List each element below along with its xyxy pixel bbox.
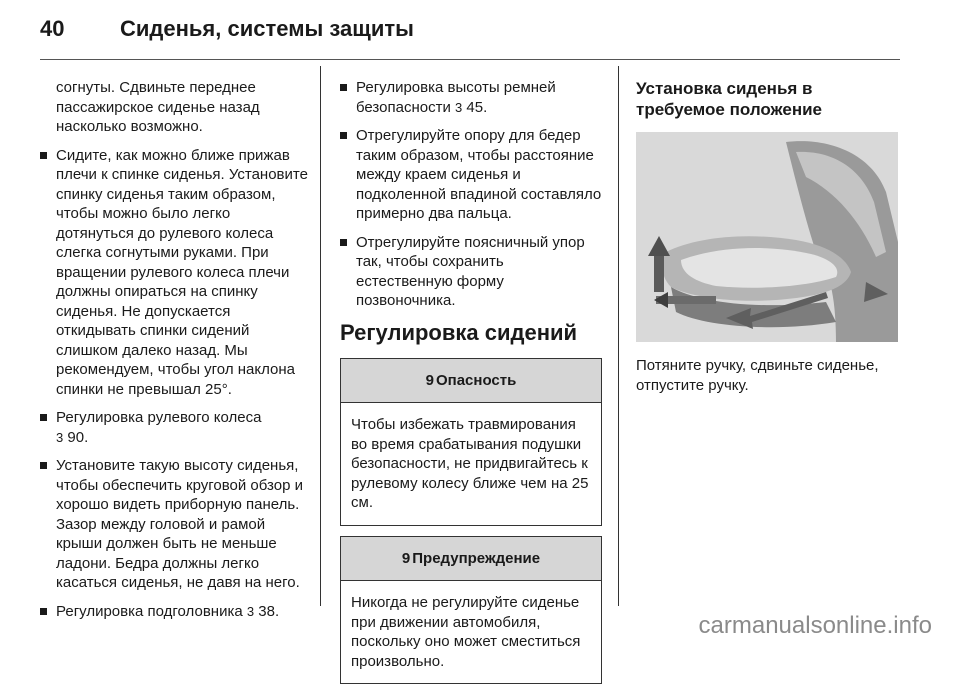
warning-triangle-icon: 9	[401, 549, 411, 567]
bullet-icon	[340, 132, 347, 139]
list-item-text: Регулировка рулевого колеса	[56, 409, 262, 426]
bullet-icon	[40, 462, 47, 469]
page-reference-link[interactable]: 45.	[466, 98, 488, 116]
danger-title: Опасность	[435, 371, 517, 389]
warning-box	[340, 536, 602, 685]
list-item	[40, 408, 308, 447]
list-item-text: Установите такую высоту сиденья, чтобы обеспечить круговой обзор и хорошо видеть приборную панель. Зазор между головой и рамой крыши должен быть не меньше ладони. Бедра должны легко касаться сиденья, не давя на него.	[56, 457, 303, 591]
warning-title: Предупреждение	[412, 549, 541, 567]
page-title: Сиденья, системы защиты	[120, 16, 414, 41]
warning-body: Никогда не регулируйте сиденье при движении автомобиля, поскольку оно может сместиться произвольно.	[351, 594, 581, 670]
column-middle	[340, 78, 602, 694]
bullet-list	[340, 78, 602, 311]
list-item-text: Сидите, как можно ближе прижав плечи к спинке сиденья. Установите спинку сиденья таким образом, чтобы можно было легко дотянуться до рулевого колеса слегка согнутыми руками. При вращении рулевого колеса плечи должны опираться на спинку сиденья. Не допускается откидывать спинки сидений слишком далеко назад. Мы рекомендуем, чтобы угол наклона спинки не превышал 25°.	[56, 146, 308, 398]
page-reference-link[interactable]: 90.	[67, 428, 89, 446]
list-item-text: Отрегулируйте опору для бедер таким образом, чтобы расстояние между краем сиденья и подколенной впадиной составляло примерно два пальца.	[356, 127, 602, 222]
watermark: carmanualsonline.info	[698, 612, 932, 639]
bullet-icon	[40, 152, 47, 159]
list-item-text: Регулировка подголовника	[56, 602, 243, 620]
list-item	[340, 126, 602, 224]
column-divider	[320, 66, 321, 606]
page-header	[0, 0, 960, 60]
list-item-text: Регулировка высоты ремней безопасности	[356, 79, 556, 116]
column-left	[40, 78, 308, 630]
list-item	[340, 78, 602, 117]
section-heading: Регулировка сидений	[340, 319, 578, 345]
header-divider	[40, 59, 900, 60]
cross-reference-arrow-icon: 3	[455, 99, 463, 115]
danger-box	[340, 358, 602, 526]
seat-adjustment-illustration	[636, 132, 898, 342]
cross-reference-arrow-icon: 3	[246, 603, 255, 619]
page-number: 40	[40, 16, 65, 41]
bullet-icon	[340, 84, 347, 91]
list-item	[40, 146, 308, 400]
column-right	[636, 78, 906, 404]
cross-reference-arrow-icon: 3	[56, 429, 64, 445]
column-divider	[618, 66, 619, 606]
danger-box-header	[341, 359, 601, 404]
list-item	[40, 602, 308, 622]
list-item-text: Отрегулируйте поясничный упор так, чтобы сохранить естественную форму позвоночника.	[356, 233, 585, 309]
list-item	[40, 456, 308, 593]
bullet-icon	[340, 239, 347, 246]
warning-box-header	[341, 537, 601, 582]
bullet-icon	[40, 608, 47, 615]
bullet-icon	[40, 414, 47, 421]
continued-paragraph: согнуты. Сдвиньте переднее пассажирское сиденье назад насколько возможно.	[56, 79, 260, 135]
list-item	[340, 233, 602, 311]
figure-caption: Потяните ручку, сдвиньте сиденье, отпустите ручку.	[636, 357, 879, 394]
danger-body: Чтобы избежать травмирования во время срабатывания подушки безопасности, не придвигайтесь к рулевому колесу ближе чем на 25 см.	[351, 416, 589, 511]
page-reference-link[interactable]: 38.	[258, 602, 280, 620]
bullet-list	[40, 146, 308, 622]
warning-triangle-icon: 9	[425, 371, 434, 389]
subsection-heading: Установка сиденья в требуемое положение	[636, 79, 823, 119]
